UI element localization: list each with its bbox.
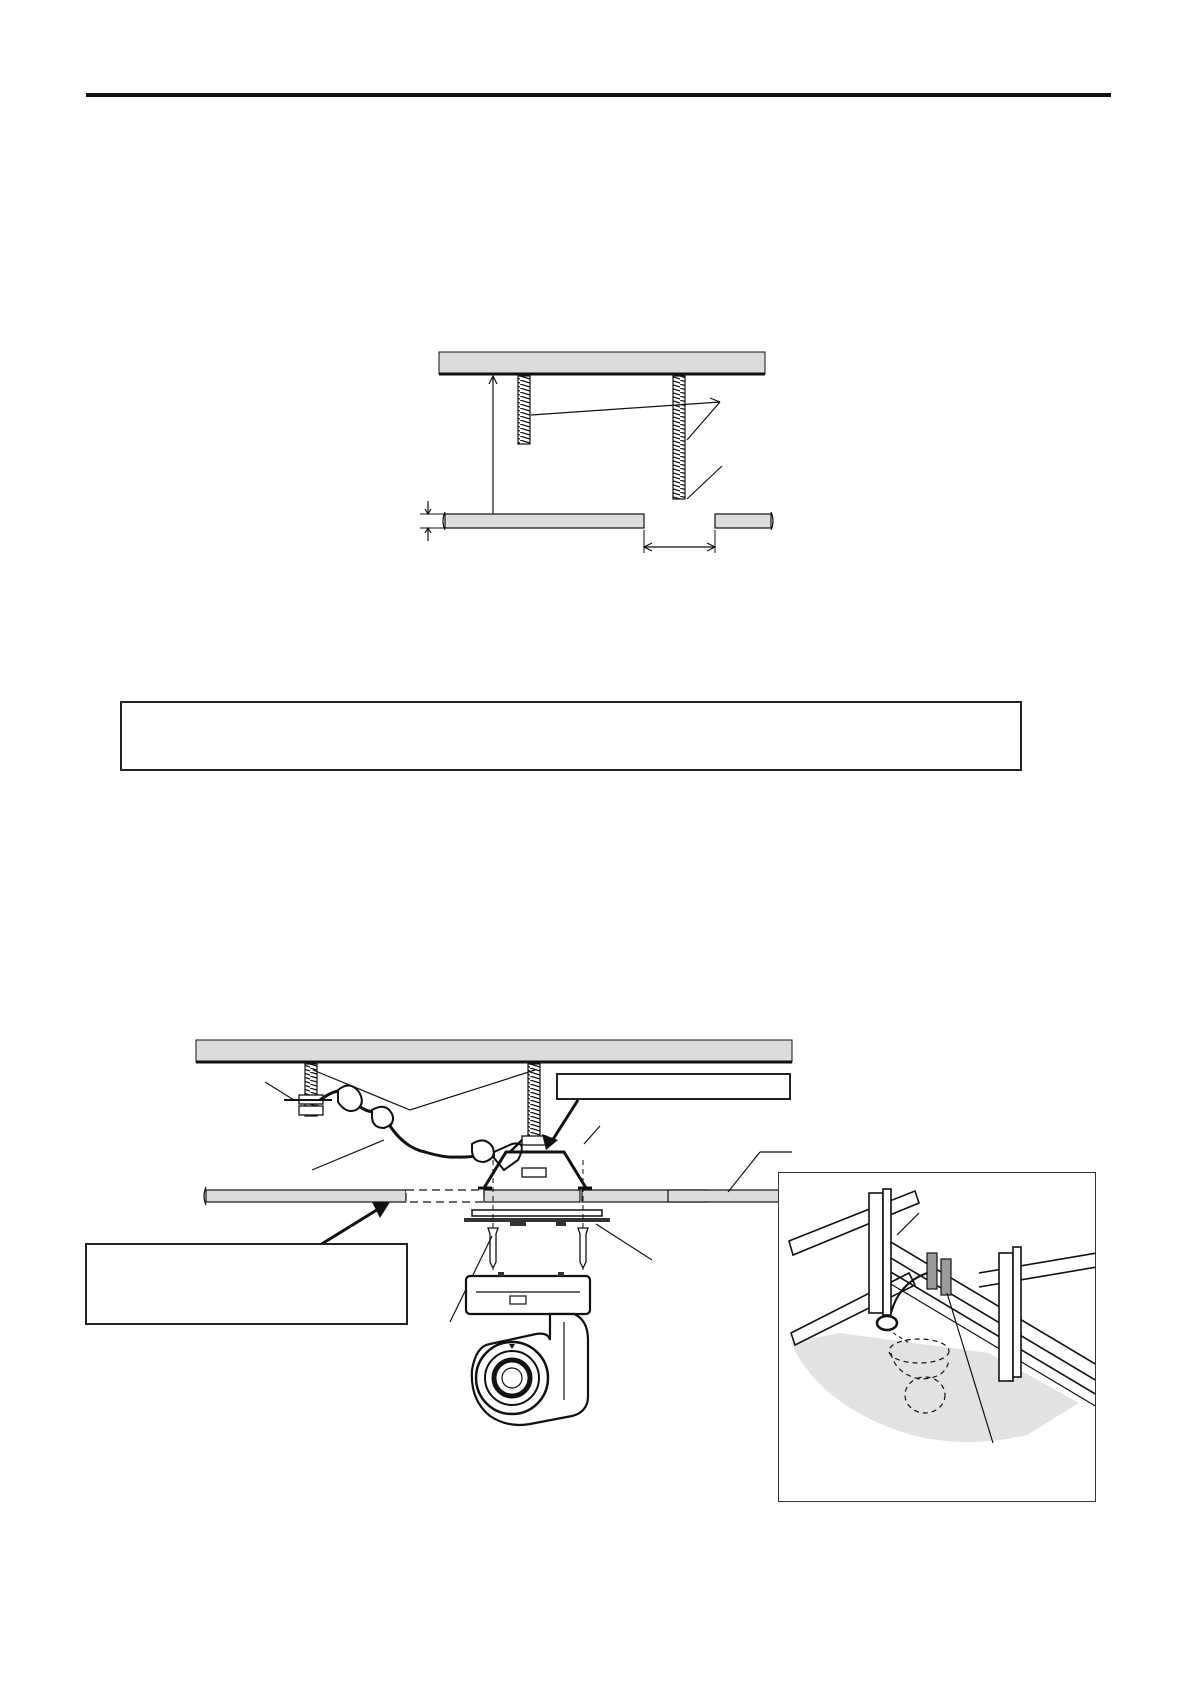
callout-box-top — [556, 1073, 791, 1100]
ptz-camera-icon — [466, 1272, 590, 1425]
ceiling-grid-detail — [779, 1173, 1096, 1502]
hanging-bolt-left — [518, 376, 530, 444]
inset-detail-frame — [778, 1172, 1096, 1502]
header-rule — [86, 93, 1111, 97]
bolt-right — [528, 1064, 540, 1144]
ceiling-panel-left — [445, 514, 644, 528]
hanging-bolt-right — [673, 376, 685, 499]
ceiling-bolts-diagram — [400, 340, 800, 560]
notice-box — [120, 701, 1022, 771]
ceiling-slab — [439, 352, 765, 374]
ceiling-slab-2 — [196, 1040, 792, 1062]
callout-box-left — [85, 1243, 408, 1325]
ceiling-panel-right — [715, 514, 771, 528]
